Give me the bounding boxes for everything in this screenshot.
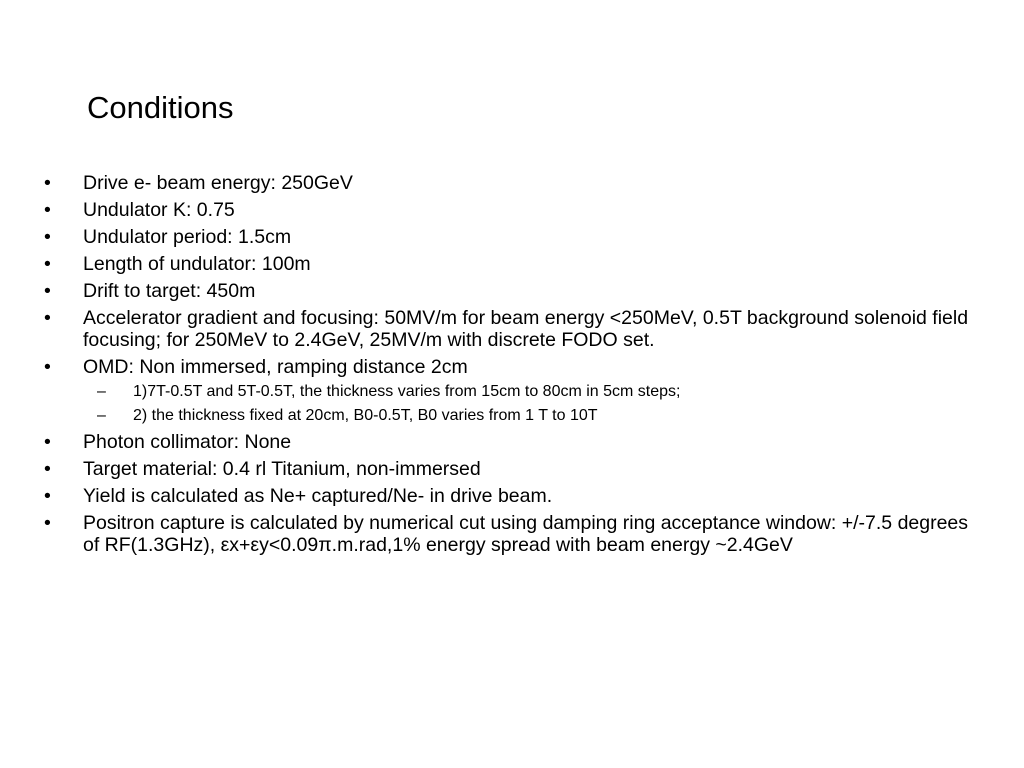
bullet-icon: • [44, 172, 51, 194]
bullet-icon: • [44, 458, 51, 480]
bullet-photon-collimator [0, 431, 973, 453]
bullet-text: Target material: 0.4 rl Titanium, non-immersed [83, 458, 481, 480]
bullet-list [0, 172, 1024, 556]
bullet-undulator-period [0, 226, 973, 248]
bullet-omd [0, 356, 973, 378]
bullet-text: OMD: Non immersed, ramping distance 2cm [83, 356, 468, 378]
bullet-text: Length of undulator: 100m [83, 253, 311, 275]
sub-bullet-omd-case-2 [0, 406, 973, 426]
sub-bullet-omd-case-1 [0, 382, 973, 402]
bullet-text: Yield is calculated as Ne+ captured/Ne- in drive beam. [83, 485, 553, 507]
bullet-icon: • [44, 512, 51, 534]
sub-bullet-text: 1)7T-0.5T and 5T-0.5T, the thickness varies from 15cm to 80cm in 5cm steps; [133, 383, 681, 400]
bullet-text: Photon collimator: None [83, 431, 292, 453]
bullet-text: Drift to target: 450m [83, 280, 256, 302]
bullet-text: Undulator period: 1.5cm [83, 226, 292, 248]
bullet-accelerator-gradient [0, 307, 973, 351]
bullet-undulator-length [0, 253, 973, 275]
bullet-undulator-k [0, 199, 973, 221]
dash-icon: – [97, 407, 106, 424]
bullet-positron-capture [0, 512, 973, 556]
bullet-text: Positron capture is calculated by numerical cut using damping ring acceptance window: +/-7.5 degrees of RF(1.3GHz), εx+εy<0.09π.m.rad,1% energy spread with beam energy ~2.4GeV [83, 512, 969, 556]
bullet-icon: • [44, 226, 51, 248]
bullet-drive-beam-energy [0, 172, 973, 194]
bullet-icon: • [44, 253, 51, 275]
bullet-icon: • [44, 356, 51, 378]
bullet-target-material [0, 458, 973, 480]
bullet-icon: • [44, 431, 51, 453]
bullet-yield [0, 485, 973, 507]
bullet-drift-to-target [0, 280, 973, 302]
bullet-text: Undulator K: 0.75 [83, 199, 235, 221]
sub-bullet-text: 2) the thickness fixed at 20cm, B0-0.5T, B0 varies from 1 T to 10T [133, 407, 598, 424]
bullet-text: Accelerator gradient and focusing: 50MV/m for beam energy <250MeV, 0.5T background solenoid field focusing; for 250MeV to 2.4GeV, 25MV/m with discrete FODO set. [83, 307, 969, 351]
bullet-icon: • [44, 307, 51, 329]
dash-icon: – [97, 383, 106, 400]
bullet-icon: • [44, 485, 51, 507]
bullet-icon: • [44, 199, 51, 221]
bullet-text: Drive e- beam energy: 250GeV [83, 172, 353, 194]
bullet-icon: • [44, 280, 51, 302]
slide-title: Conditions [87, 90, 234, 125]
